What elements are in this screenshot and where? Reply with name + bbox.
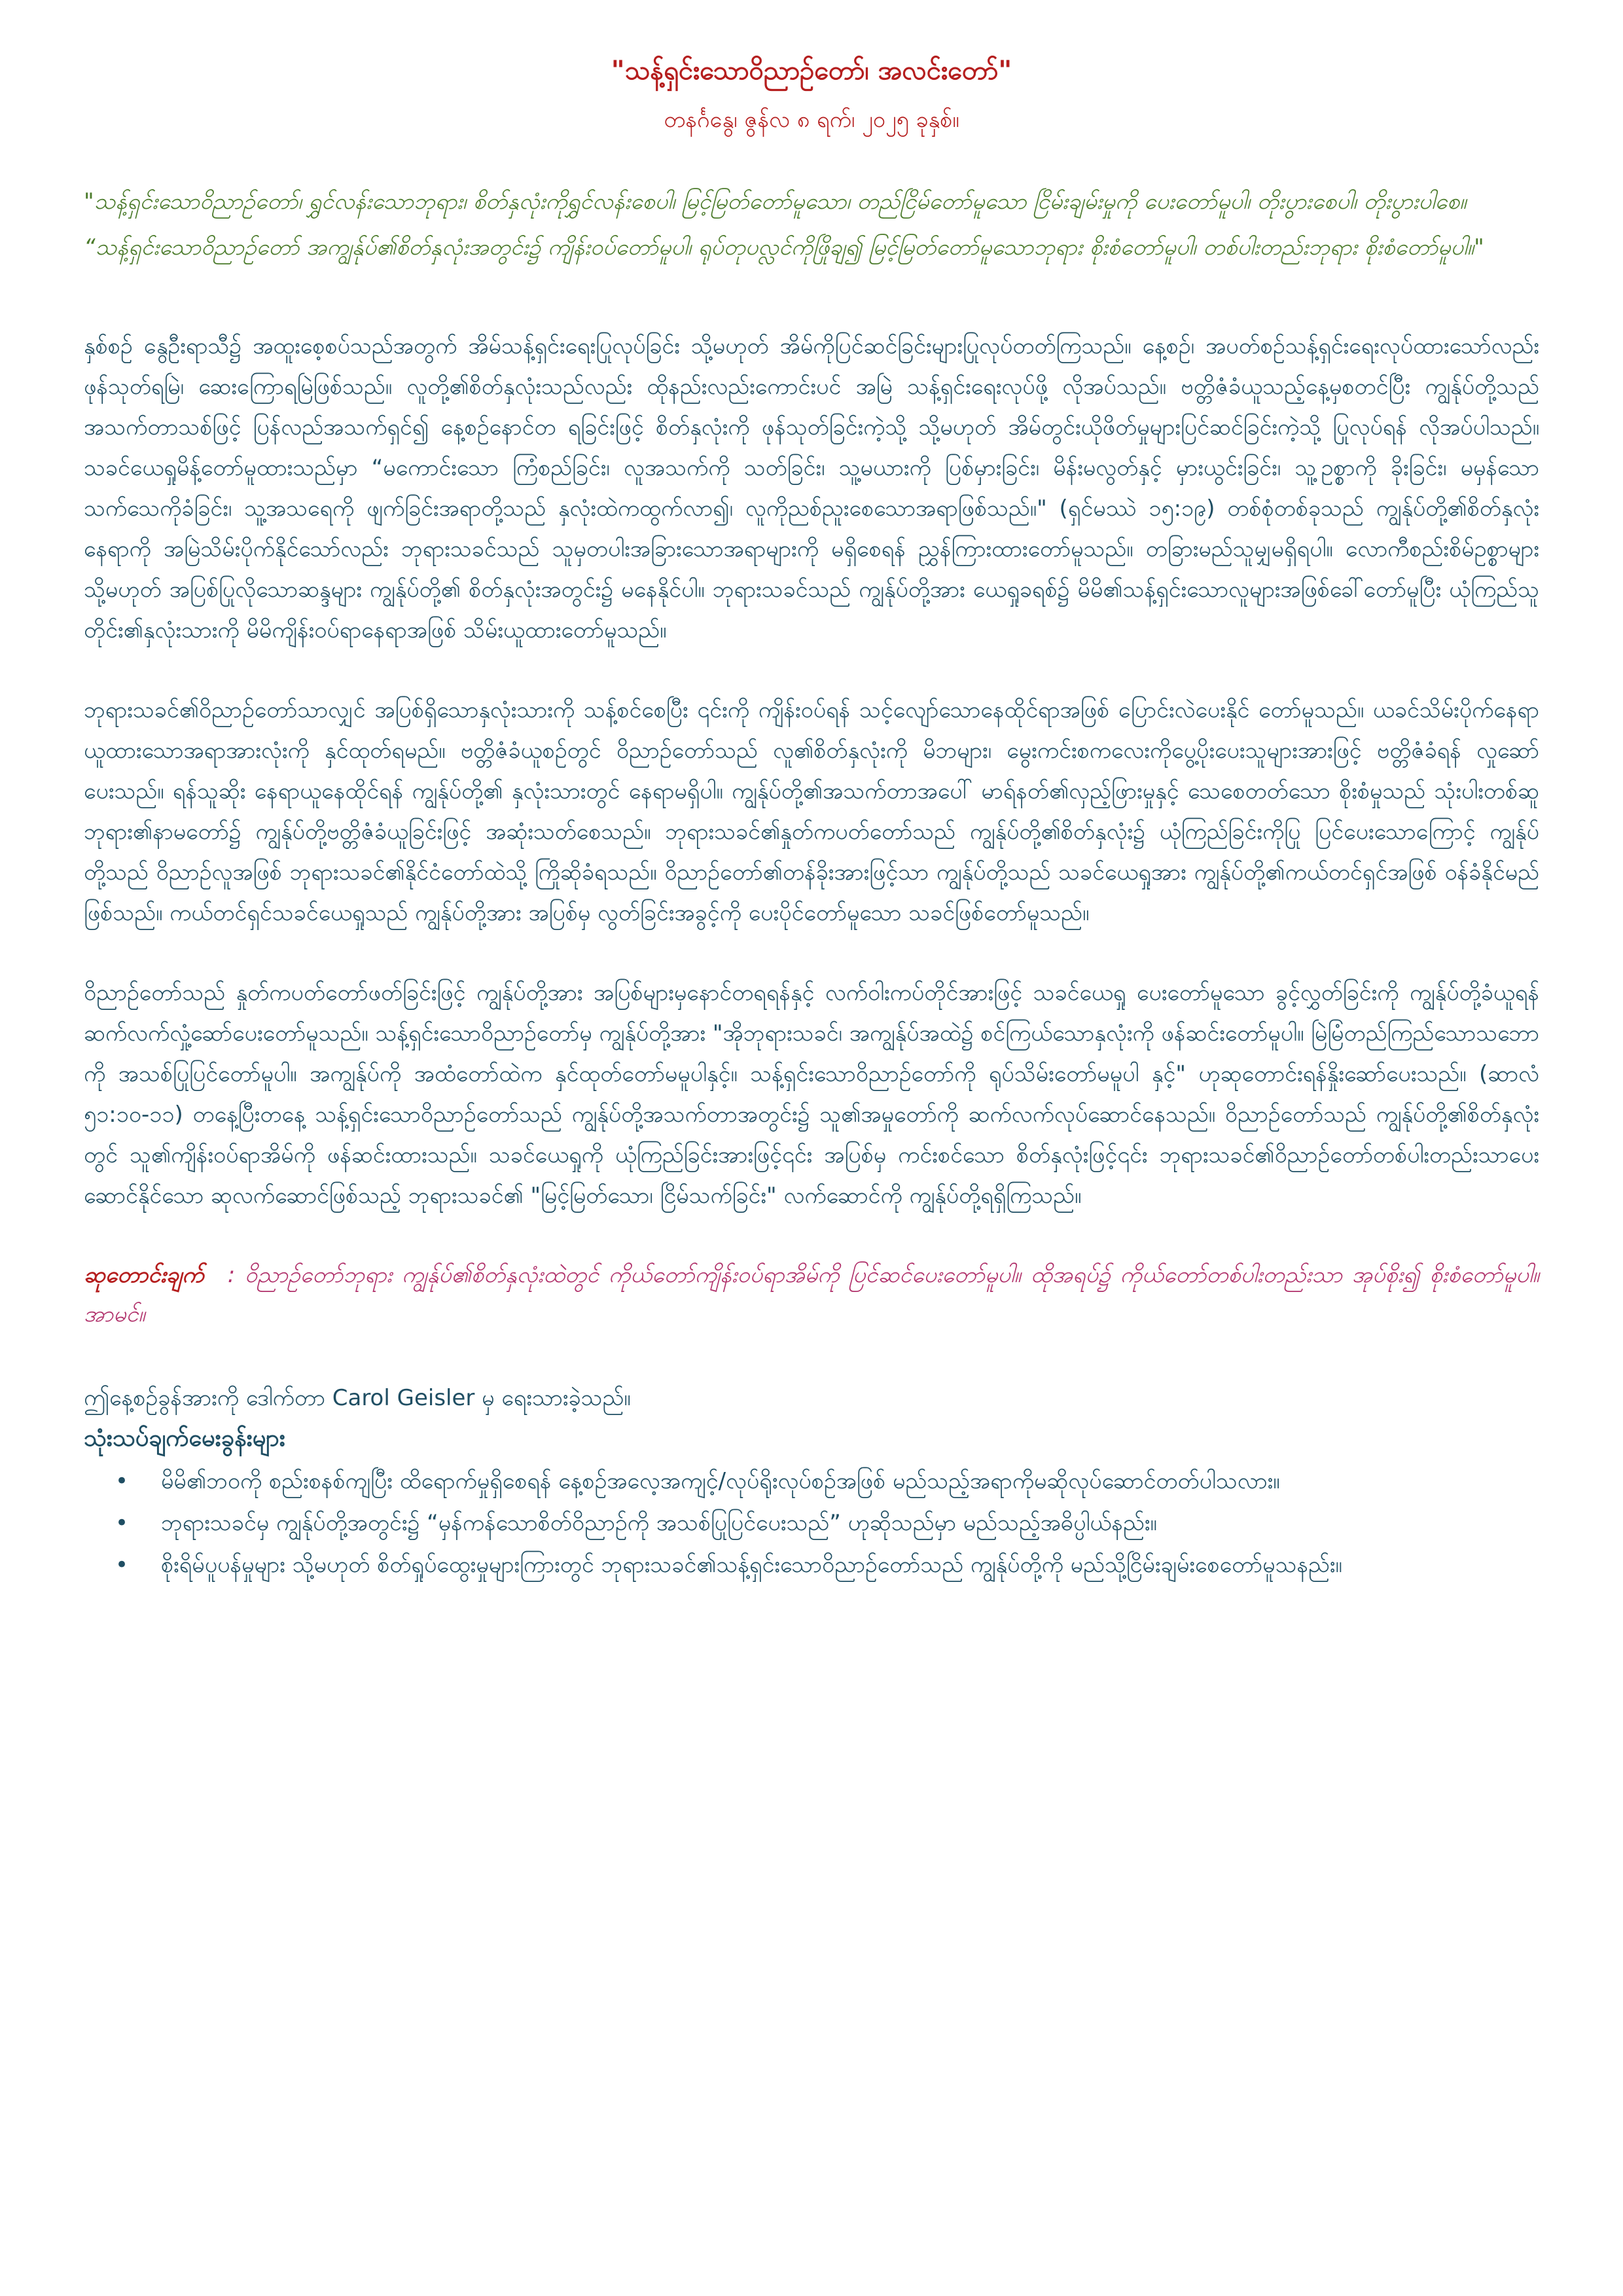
prayer-section <box>84 1255 1539 1334</box>
body-paragraph: ဝိညာဉ်တော်သည် နှုတ်ကပတ်တော်ဖတ်ခြင်းဖြင့် ကျွန်ုပ်တို့အား အပြစ်များမှနောင်တရရန်နှင့် လက်ဝါးကပ်တိုင်အားဖြင့် သခင်ယေရှု ပေးတော်မူသော ခွင့်လွှတ်ခြင်းကို ကျွန်ုပ်တို့ခံယူရန် ဆက်လက်လှုံ့ဆော်ပေးတော်မူသည်။ သန့်ရှင်းသောဝိညာဉ်တော်မှ ကျွန်ုပ်တို့အား "အိုဘုရားသခင်၊ အကျွန်ုပ်အထဲ၌ စင်ကြယ်သောနှလုံးကို ဖန်ဆင်းတော်မူပါ။ မြဲမြံတည်ကြည်သောသဘောကို အသစ်ပြုပြင်တော်မူပါ။ အကျွန်ုပ်ကို အထံတော်ထဲက နှင်ထုတ်တော်မမူပါနှင့်။ သန့်ရှင်းသောဝိညာဉ်တော်ကို ရုပ်သိမ်းတော်မမူပါ နှင့်" ဟုဆုတောင်းရန်နှိုးဆော်ပေးသည်။ (ဆာလံ ၅၁:၁၀-၁၁) တနေ့ပြီးတနေ့ သန့်ရှင်းသောဝိညာဉ်တော်သည် ကျွန်ုပ်တို့အသက်တာအတွင်း၌ သူ၏အမှုတော်ကို ဆက်လက်လုပ်ဆောင်နေသည်။ ဝိညာဉ်တော်သည် ကျွန်ုပ်တို့၏စိတ်နှလုံးတွင် သူ၏ကျိန်းဝပ်ရာအိမ်ကို ဖန်ဆင်းထားသည်။ သခင်ယေရှုကို ယုံကြည်ခြင်းအားဖြင့်၎င်း အပြစ်မှ ကင်းစင်သော စိတ်နှလုံးဖြင့်၎င်း ဘုရားသခင်၏ဝိညာဉ်တော်တစ်ပါးတည်းသာပေးဆောင်နိုင်သော ဆုလက်ဆောင်ဖြစ်သည့် ဘုရားသခင်၏ "မြင့်မြတ်သော၊ ငြိမ်သက်ခြင်း" လက်ဆောင်ကို ကျွန်ုပ်တို့ရရှိကြသည်။ <box>84 980 1539 1209</box>
list-item <box>84 1546 1539 1584</box>
questions-list <box>84 1462 1539 1584</box>
body-paragraph: နှစ်စဉ် နွေဦးရာသီ၌ အထူးစေ့စပ်သည်အတွက် အိမ်သန့်ရှင်းရေးပြုလုပ်ခြင်း သို့မဟုတ် အိမ်ကိုပြင်ဆင်ခြင်းများပြုလုပ်တတ်ကြသည်။ နေ့စဉ်၊ အပတ်စဉ်သန့်ရှင်းရေးလုပ်ထားသော်လည်း ဖုန်သုတ်ရမြဲ၊ ဆေးကြောရမြဲဖြစ်သည်။ လူတို့၏စိတ်နှလုံးသည်လည်း ထိုနည်းလည်းကောင်းပင် အမြဲ သန့်ရှင်းရေးလုပ်ဖို့ လိုအပ်သည်။ ဗတ္တိဇံခံယူသည့်နေ့မှစတင်ပြီး ကျွန်ုပ်တို့သည် အသက်တာသစ်ဖြင့် ပြန်လည်အသက်ရှင်၍ နေ့စဉ်နောင်တ ရခြင်းဖြင့် စိတ်နှလုံးကို ဖုန်သုတ်ခြင်းကဲ့သို့ သို့မဟုတ် အိမ်တွင်းယိုဖိတ်မှုများပြင်ဆင်ခြင်းကဲ့သို့ ပြုလုပ်ရန် လိုအပ်ပါသည်။ သခင်ယေရှုမိန့်တော်မူထားသည်မှာ “မကောင်းသော ကြံစည်ခြင်း၊ လူအသက်ကို သတ်ခြင်း၊ သူ့မယားကို ပြစ်မှားခြင်း၊ မိန်းမလွတ်နှင့် မှားယွင်းခြင်း၊ သူ့ဥစ္စာကို ခိုးခြင်း၊ မမှန်သော သက်သေကိုခံခြင်း၊ သူ့အသရေကို ဖျက်ခြင်းအရာတို့သည် နှလုံးထဲကထွက်လာ၍၊ လူကိုညစ်ညူးစေသောအရာဖြစ်သည်။" (ရှင်မဿဲ ၁၅:၁၉) တစ်စုံတစ်ခုသည် ကျွန်ုပ်တို့၏စိတ်နှလုံးနေရာကို အမြဲသိမ်းပိုက်နိုင်သော်လည်း ဘုရားသခင်သည် သူမှတပါးအခြားသောအရာများကို မရှိစေရန် ညွှန်ကြားထားတော်မူသည်။ တခြားမည်သူမျှမရှိရပါ။ လောကီစည်းစိမ်ဥစ္စာများ သို့မဟုတ် အပြစ်ပြုလိုသောဆန္ဒများ ကျွန်ုပ်တို့၏ စိတ်နှလုံးအတွင်း၌ မနေနိုင်ပါ။ ဘုရားသခင်သည် ကျွန်ုပ်တို့အား ယေရှုခရစ်၌ မိမိ၏သန့်ရှင်းသောလူများအဖြစ်ခေါ်တော်မူပြီး ယုံကြည်သူတိုင်း၏နှလုံးသားကို မိမိကျိန်းဝပ်ရာနေရာအဖြစ် သိမ်းယူထားတော်မူသည်။ <box>84 333 1539 643</box>
body-paragraph: ဘုရားသခင်၏ဝိညာဉ်တော်သာလျှင် အပြစ်ရှိသောနှလုံးသားကို သန့်စင်စေပြီး ၎င်းကို ကျိန်းဝပ်ရန် သင့်လျော်သောနေထိုင်ရာအဖြစ် ပြောင်းလဲပေးနိုင် တော်မူသည်။ ယခင်သိမ်းပိုက်နေရာယူထားသောအရာအားလုံးကို နှင်ထုတ်ရမည်။ ဗတ္တိဇံခံယူစဉ်တွင် ဝိညာဉ်တော်သည် လူ၏စိတ်နှလုံးကို မိဘများ၊ မွေးကင်းစကလေးကိုပွေ့ပိုးပေးသူများအားဖြင့် ဗတ္တိဇံခံရန် လှုဆော်ပေးသည်။ ရန်သူဆိုး နေရာယူနေထိုင်ရန် ကျွန်ုပ်တို့၏ နှလုံးသားတွင် နေရာမရှိပါ။ ကျွန်ုပ်တို့၏အသက်တာအပေါ် မာရ်နတ်၏လှည့်ဖြားမှုနှင့် သေစေတတ်သော စိုးစံမှုသည် သုံးပါးတစ်ဆူဘုရား၏နာမတော်၌ ကျွန်ုပ်တို့ဗတ္တိဇံခံယူခြင်းဖြင့် အဆုံးသတ်စေသည်။ ဘုရားသခင်၏နှုတ်ကပတ်တော်သည် ကျွန်ုပ်တို့၏စိတ်နှလုံး၌ ယုံကြည်ခြင်းကိုပြု ပြင်ပေးသောကြောင့် ကျွန်ုပ်တို့သည် ဝိညာဉ်လူအဖြစ် ဘုရားသခင်၏နိုင်ငံတော်ထဲသို့ ကြိုဆိုခံရသည်။ ဝိညာဉ်တော်၏တန်ခိုးအားဖြင့်သာ ကျွန်ုပ်တို့သည် သခင်ယေရှုအား ကျွန်ုပ်တို့၏ကယ်တင်ရှင်အဖြစ် ဝန်ခံနိုင်မည်ဖြစ်သည်။ ကယ်တင်ရှင်သခင်ယေရှုသည် ကျွန်ုပ်တို့အား အပြစ်မှ လွတ်ခြင်းအခွင့်ကို ပေးပိုင်တော်မူသော သခင်ဖြစ်တော်မူသည်။ <box>84 697 1539 926</box>
question-text: ဘုရားသခင်မှ ကျွန်ုပ်တို့အတွင်း၌ “မှန်ကန်သောစိတ်ဝိညာဉ်ကို အသစ်ပြုပြင်ပေးသည်” ဟုဆိုသည်မှာ မည်သည့်အဓိပ္ပါယ်နည်း။ <box>161 1510 1157 1536</box>
prayer-text: : ဝိညာဉ်တော်ဘုရား ကျွန်ုပ်၏စိတ်နှလုံးထဲတွင် ကိုယ်တော်ကျိန်းဝပ်ရာအိမ်ကို ပြင်ဆင်ပေးတော်မူပါ။ ထိုအရပ်၌ ကိုယ်တော်တစ်ပါးတည်းသာ အုပ်စိုး၍ စိုးစံတော်မူပါ။ အာမင်။ <box>84 1262 1539 1327</box>
page-title: "သန့်ရှင်းသောဝိညာဉ်တော်၊ အလင်းတော်" <box>611 56 1012 86</box>
verse-line: “သန့်ရှင်းသောဝိညာဉ်တော် အကျွန်ုပ်၏စိတ်နှလုံးအတွင်း၌ ကျိန်းဝပ်တော်မူပါ၊ ရုပ်တုပလ္လင်ကိုဖြိုချ၍ မြင့်မြတ်တော်မူသောဘုရား စိုးစံတော်မူပါ၊ တစ်ပါးတည်းဘုရား စိုးစံတော်မူပါ။" <box>84 234 1484 260</box>
question-text: မိမိ၏ဘဝကို စည်းစနစ်ကျပြီး ထိရောက်မှုရှိစေရန် နေ့စဉ်အလေ့အကျင့်/လုပ်ရိုးလုပ်စဉ်အဖြစ် မည်သည့်အရာကိုမဆိုလုပ်ဆောင်တတ်ပါသလား။ <box>161 1468 1280 1494</box>
question-text: စိုးရိမ်ပူပန်မှုများ သို့မဟုတ် စိတ်ရှုပ်ထွေးမှုများကြားတွင် ဘုရားသခင်၏သန့်ရှင်းသောဝိညာဉ်တော်သည် ကျွန်ုပ်တို့ကို မည်သို့ငြိမ်းချမ်းစေတော်မူသနည်း။ <box>161 1552 1342 1578</box>
list-item <box>84 1504 1539 1542</box>
author-credit: ဤနေ့စဉ်ခွန်အားကို ဒေါက်တာ Carol Geisler မှ ရေးသားခဲ့သည်။ <box>84 1385 631 1411</box>
bullet-icon: • <box>115 1510 129 1536</box>
prayer-label: ဆုတောင်းချက် <box>84 1262 204 1288</box>
bullet-icon: • <box>115 1468 129 1494</box>
opening-verse <box>84 182 1539 267</box>
questions-title: သုံးသပ်ချက်မေးခွန်းများ <box>84 1425 285 1452</box>
bullet-icon: • <box>115 1552 129 1578</box>
verse-line: "သန့်ရှင်းသောဝိညာဉ်တော်၊ ရွှင်လန်းသောဘုရား၊ စိတ်နှလုံးကိုရွှင်လန်းစေပါ၊ မြင့်မြတ်တော်မူသော၊ တည်ငြိမ်တော်မူသော ငြိမ်းချမ်းမှုကို ပေးတော်မူပါ၊ တိုးပွားစေပါ၊ တိုးပွားပါစေ။ <box>84 188 1467 215</box>
list-item <box>84 1462 1539 1500</box>
page-date: တနင်္ဂနွေ၊ ဇွန်လ ၈ ရက်၊ ၂၀၂၅ ခုနှစ်။ <box>664 107 959 133</box>
devotional-body <box>84 326 1539 1216</box>
